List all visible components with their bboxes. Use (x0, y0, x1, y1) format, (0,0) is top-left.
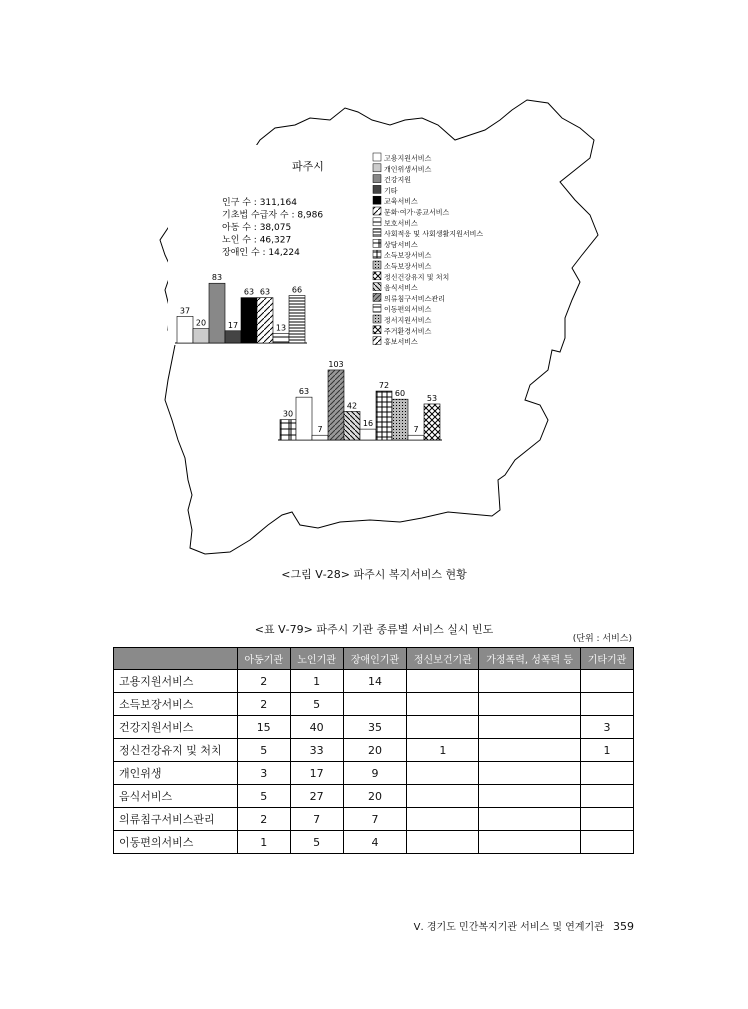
legend-swatch (373, 315, 381, 323)
legend-label: 교육서비스 (384, 197, 418, 206)
bar-value-label: 42 (346, 401, 358, 411)
city-stat-line: 아동 수 : 38,075 (222, 223, 292, 233)
bar-value-label: 13 (275, 323, 287, 333)
bar-value-label: 16 (362, 419, 374, 429)
bar-value-label: 83 (211, 273, 223, 283)
table-header-row (114, 648, 634, 670)
legend-label: 상담서비스 (384, 240, 418, 249)
legend-label: 이동편의서비스 (384, 305, 432, 314)
table-row (114, 739, 634, 762)
table-cell: 5 (290, 693, 343, 716)
legend-swatch (373, 326, 381, 334)
row-label: 이동편의서비스 (114, 831, 238, 854)
table-cell (581, 785, 634, 808)
table-cell (479, 785, 581, 808)
page-footer (414, 918, 634, 933)
legend-label: 사회적응 및 사회생활지원서비스 (384, 230, 484, 239)
figure-caption: <그림 Ⅴ-28> 파주시 복지서비스 현황 (281, 568, 467, 581)
table-row (114, 670, 634, 693)
table-cell (407, 693, 479, 716)
legend-swatch (373, 196, 381, 204)
table-cell (479, 739, 581, 762)
bar-value-label: 63 (298, 387, 310, 397)
legend-swatch (373, 304, 381, 312)
legend-swatch (373, 218, 381, 226)
row-label: 고용지원서비스 (114, 670, 238, 693)
legend-label: 고용지원서비스 (384, 154, 432, 163)
chart-bar (225, 331, 241, 343)
chart-bar (296, 397, 312, 440)
legend-swatch (373, 272, 381, 280)
table-row (114, 831, 634, 854)
legend-label: 소득보장서비스 (384, 262, 432, 271)
table-cell: 3 (581, 716, 634, 739)
row-label: 건강지원서비스 (114, 716, 238, 739)
chart-bar (424, 404, 440, 440)
legend-swatch (373, 207, 381, 215)
row-label: 음식서비스 (114, 785, 238, 808)
legend-swatch (373, 175, 381, 183)
legend-swatch (373, 293, 381, 301)
legend-label: 홍보서비스 (384, 338, 418, 347)
table-cell: 2 (237, 808, 290, 831)
table-cell (581, 670, 634, 693)
city-stat-line: 장애인 수 : 14,224 (222, 248, 300, 258)
legend-swatch (373, 261, 381, 269)
chart-bar (241, 298, 257, 343)
legend-label: 정신건강유지 및 처치 (384, 273, 450, 282)
table-cell: 5 (237, 785, 290, 808)
chapter-title: Ⅴ. 경기도 민간복지기관 서비스 및 연계기관 (413, 922, 604, 933)
table-cell (581, 808, 634, 831)
chart-bar (177, 316, 193, 343)
table-cell: 20 (343, 785, 407, 808)
city-stat-line: 기초법 수급자 수 : 8,986 (222, 210, 324, 221)
table-cell: 3 (237, 762, 290, 785)
header-child-inst: 아동기관 (237, 648, 290, 670)
legend-label: 문화·여가·종교서비스 (384, 208, 450, 217)
table-cell: 33 (290, 739, 343, 762)
table-cell: 1 (581, 739, 634, 762)
row-label: 정신건강유지 및 처치 (114, 739, 238, 762)
table-cell (479, 693, 581, 716)
bar-value-label: 53 (426, 393, 438, 403)
bar-value-label: 60 (394, 389, 406, 399)
bar-value-label: 72 (378, 381, 390, 391)
chart-bar (408, 435, 424, 440)
legend-swatch (373, 185, 381, 193)
legend-label: 건강지원 (384, 176, 412, 185)
table-cell: 40 (290, 716, 343, 739)
chart-bar (257, 298, 273, 343)
table-row (114, 808, 634, 831)
legend-swatch (373, 337, 381, 345)
row-label: 의류침구서비스관리 (114, 808, 238, 831)
bar-value-label: 37 (179, 306, 191, 316)
legend-label: 음식서비스 (384, 284, 418, 293)
city-stat-line: 노인 수 : 46,327 (222, 235, 292, 246)
table-cell (479, 808, 581, 831)
city-stat-line: 인구 수 : 311,164 (222, 198, 297, 208)
table-cell (407, 762, 479, 785)
legend-label: 주거환경서비스 (384, 327, 432, 336)
chart-bar (312, 435, 328, 440)
legend-label: 정서지원서비스 (384, 316, 432, 325)
legend-swatch (373, 239, 381, 247)
table-cell: 5 (290, 831, 343, 854)
chart-bar (392, 399, 408, 440)
bar-value-label: 7 (413, 425, 419, 435)
table-cell: 15 (237, 716, 290, 739)
table-cell: 7 (343, 808, 407, 831)
bar-value-label: 103 (328, 359, 344, 369)
legend-label: 의류침구서비스관리 (384, 294, 445, 303)
legend-label: 기타 (384, 186, 398, 195)
bar-value-label: 63 (259, 287, 271, 297)
table-cell (407, 785, 479, 808)
unit-note: (단위 : 서비스) (572, 634, 632, 644)
table-cell (407, 716, 479, 739)
table-body (114, 670, 634, 854)
table-cell (479, 716, 581, 739)
table-cell: 35 (343, 716, 407, 739)
table-cell: 7 (290, 808, 343, 831)
chart-bar (344, 411, 360, 440)
table-cell: 5 (237, 739, 290, 762)
table-cell: 1 (237, 831, 290, 854)
legend-label: 보호서비스 (384, 219, 418, 228)
chart-bar (376, 391, 392, 440)
header-blank (114, 648, 238, 670)
bar-value-label: 63 (243, 287, 255, 297)
page-number: 359 (613, 920, 634, 933)
bar-value-label: 17 (227, 320, 239, 330)
bar-value-label: 20 (195, 318, 207, 328)
table-cell (407, 670, 479, 693)
bar-value-label: 30 (282, 409, 294, 419)
table-cell (581, 693, 634, 716)
chart-bar (280, 420, 296, 440)
table-cell: 14 (343, 670, 407, 693)
header-domestic-violence-inst: 가정폭력, 성폭력 등 (479, 648, 581, 670)
legend-swatch (373, 250, 381, 258)
service-frequency-table (113, 647, 634, 854)
table-cell: 1 (407, 739, 479, 762)
legend-swatch (373, 153, 381, 161)
header-disabled-inst: 장애인기관 (343, 648, 407, 670)
chart-bar (328, 370, 344, 440)
bar-value-label: 66 (291, 285, 303, 295)
chart-bar (193, 329, 209, 343)
table-cell (479, 670, 581, 693)
chart-bar (360, 429, 376, 440)
table-cell (581, 762, 634, 785)
table-cell: 1 (290, 670, 343, 693)
table-cell: 2 (237, 693, 290, 716)
legend-swatch (373, 229, 381, 237)
row-label: 개인위생 (114, 762, 238, 785)
table-row (114, 693, 634, 716)
chart-bar (273, 334, 289, 343)
table-cell (407, 831, 479, 854)
table-cell (343, 693, 407, 716)
header-other-inst: 기타기관 (581, 648, 634, 670)
table-cell: 17 (290, 762, 343, 785)
header-elderly-inst: 노인기관 (290, 648, 343, 670)
table-cell (479, 831, 581, 854)
table-row (114, 716, 634, 739)
table-cell (581, 831, 634, 854)
legend-swatch (373, 283, 381, 291)
header-mental-health-inst: 정신보건기관 (407, 648, 479, 670)
table-cell: 2 (237, 670, 290, 693)
city-name-label: 파주시 (292, 160, 324, 173)
table-cell: 27 (290, 785, 343, 808)
table-cell: 20 (343, 739, 407, 762)
legend-label: 소득보장서비스 (384, 251, 432, 260)
table-row (114, 785, 634, 808)
chart-bar (209, 283, 225, 343)
table-row (114, 762, 634, 785)
legend-label: 개인위생서비스 (384, 165, 432, 174)
row-label: 소득보장서비스 (114, 693, 238, 716)
chart-bar (289, 295, 305, 343)
table-cell (407, 808, 479, 831)
table-cell: 9 (343, 762, 407, 785)
legend-swatch (373, 164, 381, 172)
bar-value-label: 7 (317, 425, 323, 435)
table-title: <표 Ⅴ-79> 파주시 기관 종류별 서비스 실시 빈도 (254, 623, 494, 636)
table-cell (479, 762, 581, 785)
table-cell: 4 (343, 831, 407, 854)
